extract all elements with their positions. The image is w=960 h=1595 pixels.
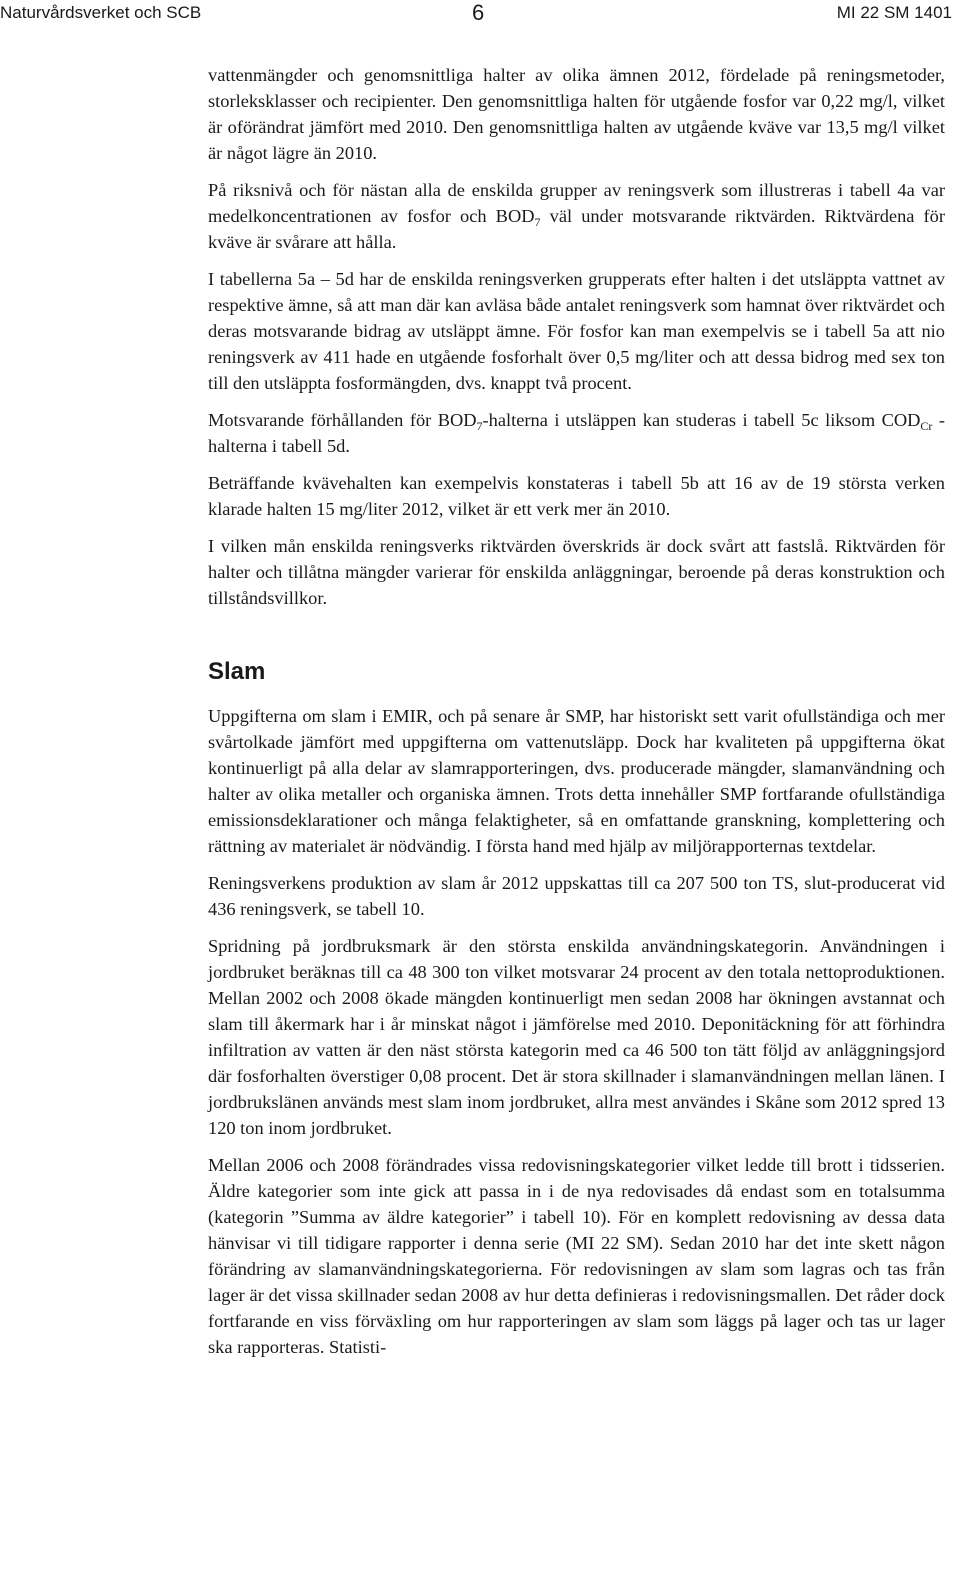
page-number: 6 [472, 0, 485, 25]
paragraph-slam-kategorier: Mellan 2006 och 2008 förändrades vissa redovisningskategorier vilket ledde till brott i tidsserien. Äldre kategorier som inte gick att passa in i de nya redovisades då endast som en totalsumma (kategorin ”Summa av äldre kategorier” i tabell 10). För en komplett redovisning av dessa data hänvisar vi till tidigare rapporter i denna serie (MI 22 SM). Sedan 2010 har det inte skett någon förändring av slamanvändningskategorierna. För redovisningen av slam som lagras och tas från lager är det vissa skillnader sedan 2008 av hur detta definieras i redovisningsmallen. Det råder dock fortfarande en viss förväxling om hur rapporteringen av slam som läggs på lager och tas ur lager ska rapporteras. Statisti- [208, 1155, 945, 1357]
header-report-id: MI 22 SM 1401 [836, 3, 952, 22]
text-run: -halterna i tabell 5d. [208, 410, 945, 456]
section-heading-slam: Slam [208, 658, 266, 685]
paragraph-slam-uppgifter: Uppgifterna om slam i EMIR, och på senare år SMP, har historiskt sett varit ofullständiga och mer svårtolkade jämfört med uppgifterna om vattenutsläpp. Dock har kvaliteten på uppgifterna ökat kontinuerligt på alla delar av slamrapporteringen, dvs. producerade mängder, slamanvändning och halter av olika metaller och organiska ämnen. Trots detta innehåller SMP fortfarande ofullständiga emissionsdeklarationer och många felaktigheter, så en omfattande granskning, komplettering och rättning av materialet är nödvändig. I första hand med hjälp av miljörapporternas textdelar. [208, 706, 945, 856]
header-publisher: Naturvårdsverket och SCB [0, 3, 202, 22]
document-body [208, 62, 945, 1371]
paragraph-kvavehalt: Beträffande kvävehalten kan exempelvis konstateras i tabell 5b att 16 av de 19 största verken klarade halten 15 mg/liter 2012, vilket är ett verk mer än 2010. [208, 473, 945, 519]
text-run: väl under motsvarande riktvärden. Riktvärdena för kväve är svårare att hålla. [208, 206, 945, 252]
paragraph-slam-produktion: Reningsverkens produktion av slam år 2012 uppskattas till ca 207 500 ton TS, slut-producerat vid 436 reningsverk, se tabell 10. [208, 873, 945, 919]
paragraph-riktvarden: I vilken mån enskilda reningsverks riktvärden överskrids är dock svårt att fastslå. Riktvärden för halter och tillåtna mängder varierar för enskilda anläggningar, beroende på deras konstruktion och tillståndsvillkor. [208, 536, 945, 608]
text-run: Motsvarande förhållanden för BOD [208, 410, 477, 430]
paragraph-intro-halter: vattenmängder och genomsnittliga halter av olika ämnen 2012, fördelade på reningsmetoder, storleksklasser och recipienter. Den genomsnittliga halten för utgående fosfor var 0,22 mg/l, vilket är oförändrat jämfört med 2010. Den genomsnittliga halten av utgående kväve var 13,5 mg/l vilket är något lägre än 2010. [208, 65, 945, 163]
paragraph-slam-spridning: Spridning på jordbruksmark är den största enskilda användningskategorin. Användningen i jordbruket beräknas till ca 48 300 ton vilket motsvarar 24 procent av den totala nettoproduktionen. Mellan 2002 och 2008 ökade mängden kontinuerligt men sedan 2008 har ökningen avstannat och slam till åkermark har i år minskat något i jämförelse med 2010. Deponitäckning för att förhindra infiltration av vatten är den näst största kategorin med ca 46 500 ton tätt följd av anläggningsjord där fosforhalten överstiger 0,08 procent. Det är stora skillnader i slamanvändningen mellan länen. I jordbrukslänen används mest slam inom jordbruket, allra mest användes i Skåne som 2012 spred 13 120 ton inom jordbruket. [208, 936, 945, 1138]
subscript: 7 [534, 215, 541, 229]
subscript: Cr [920, 419, 933, 433]
page-header [0, 0, 960, 30]
text-run: -halterna i utsläppen kan studeras i tabell 5c liksom COD [482, 410, 921, 430]
paragraph-bod-cod [208, 407, 945, 459]
subscript: 7 [476, 419, 483, 433]
text-run: På riksnivå och för nästan alla de enskilda grupper av reningsverk som illustreras i tabell 4a var medelkoncentrationen av fosfor och BOD [208, 180, 945, 226]
paragraph-riksniva [208, 177, 945, 255]
paragraph-tabeller-5a-5d: I tabellerna 5a – 5d har de enskilda reningsverken grupperats efter halten i det utsläppta vattnet av respektive ämne, så att man där kan avläsa både antalet reningsverk som hamnat över riktvärdet och deras motsvarande bidrag av utsläppt ämne. För fosfor kan man exempelvis se i tabell 5a att nio reningsverk av 411 hade en utgående fosforhalt över 0,5 mg/liter och att dessa bidrog med sex ton till den utsläppta fosformängden, dvs. knappt två procent. [208, 269, 945, 393]
